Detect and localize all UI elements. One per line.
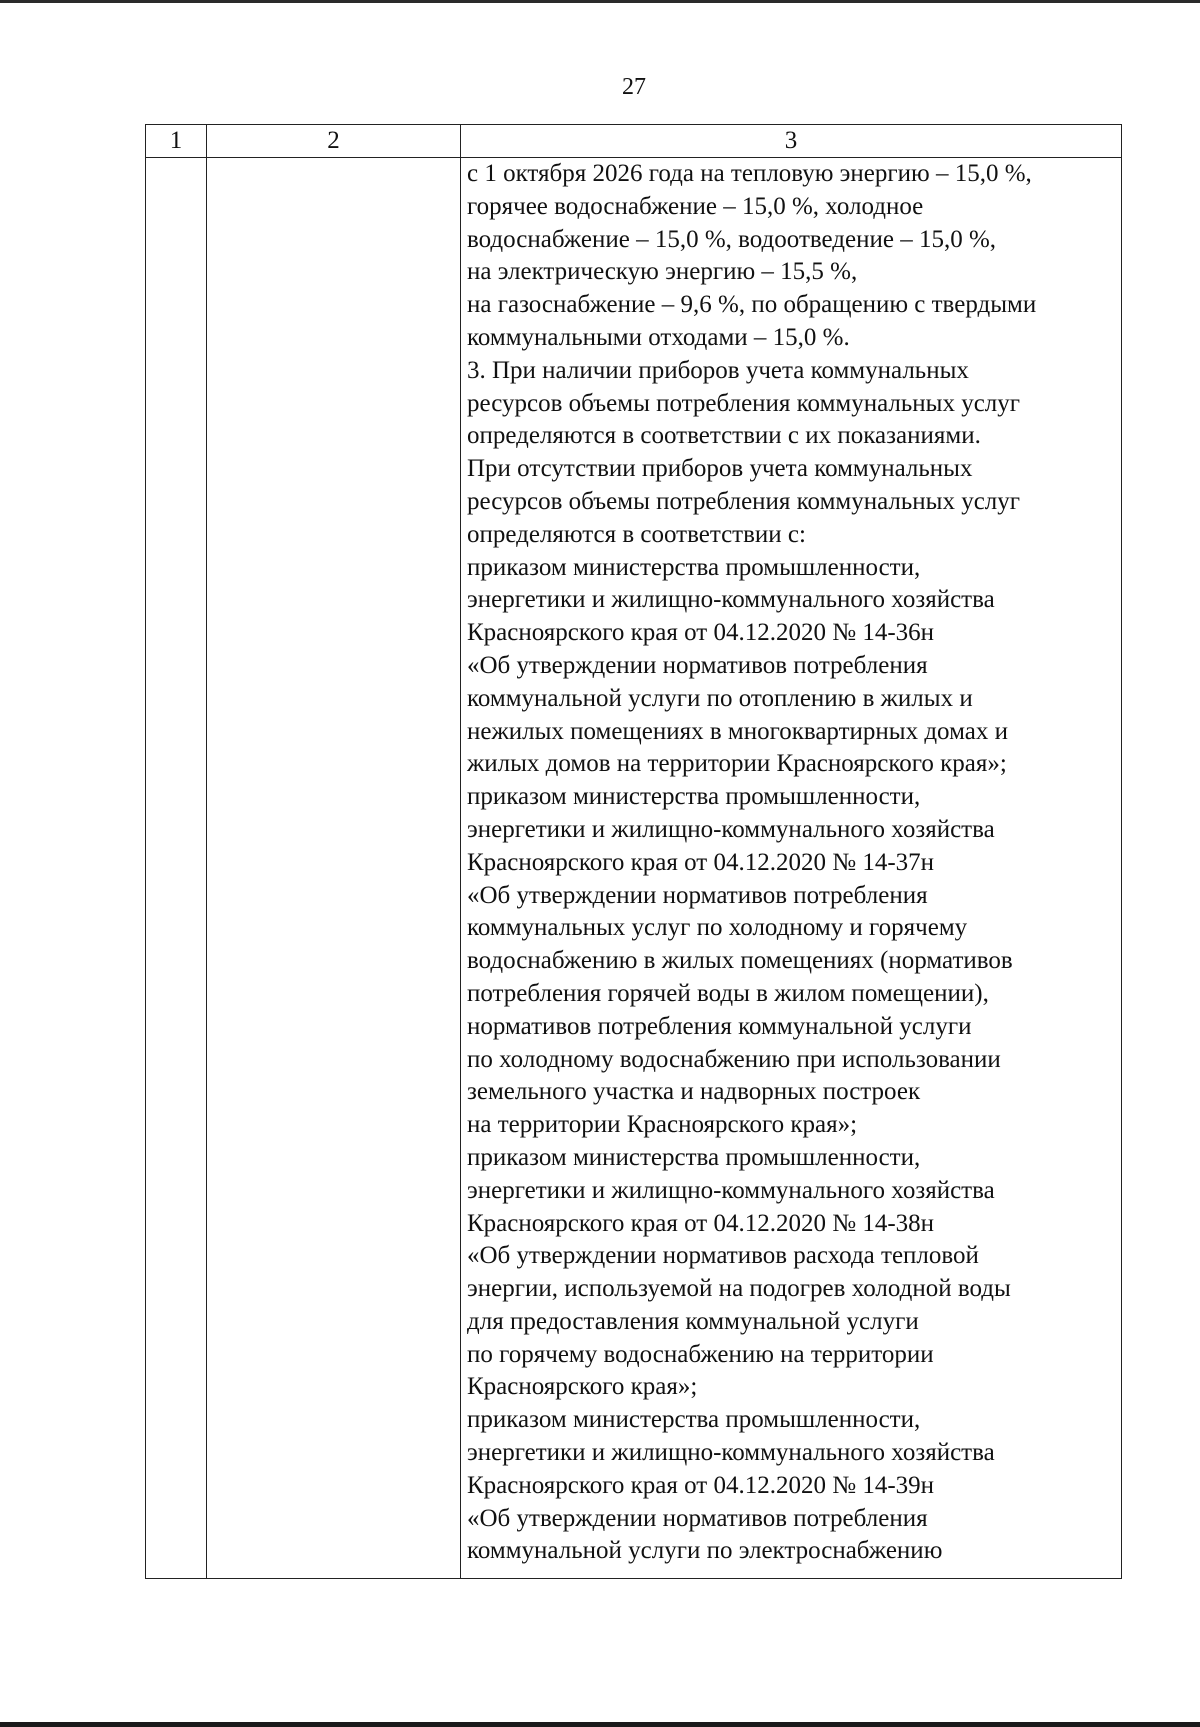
text-line: энергетики и жилищно-коммунального хозяйства <box>467 815 995 843</box>
text-line: водоснабжению в жилых помещениях (нормативов <box>467 947 1013 975</box>
text-line: на газоснабжение – 9,6 %, по обращению с твердыми <box>467 291 1037 319</box>
text-line: приказом министерства промышленности, <box>467 553 921 581</box>
cell-col2 <box>207 158 461 1579</box>
text-line: ресурсов объемы потребления коммунальных услуг <box>467 487 1021 515</box>
text-line: энергетики и жилищно-коммунального хозяйства <box>467 1176 995 1204</box>
text-line: горячее водоснабжение – 15,0 %, холодное <box>467 192 924 220</box>
cell-col3-text <box>461 158 1121 1568</box>
text-line: «Об утверждении нормативов потребления <box>467 1504 928 1532</box>
text-line: «Об утверждении нормативов потребления <box>467 881 928 909</box>
text-line: по холодному водоснабжению при использовании <box>467 1045 1001 1073</box>
page-number: 27 <box>622 74 646 100</box>
text-line: Красноярского края от 04.12.2020 № 14-36н <box>467 619 935 647</box>
text-line: Красноярского края от 04.12.2020 № 14-37н <box>467 848 935 876</box>
text-line: Красноярского края от 04.12.2020 № 14-39н <box>467 1471 935 1499</box>
scan-edge-top <box>0 0 1200 3</box>
text-line: Красноярского края от 04.12.2020 № 14-38н <box>467 1209 935 1237</box>
text-line: определяются в соответствии с их показаниями. <box>467 422 981 450</box>
text-line: приказом министерства промышленности, <box>467 1143 921 1171</box>
text-line: ресурсов объемы потребления коммунальных услуг <box>467 389 1021 417</box>
text-line: на территории Красноярского края»; <box>467 1111 858 1139</box>
text-line: определяются в соответствии с: <box>467 520 806 548</box>
text-line: приказом министерства промышленности, <box>467 1406 921 1434</box>
text-line: по горячему водоснабжению на территории <box>467 1340 934 1368</box>
text-line: нормативов потребления коммунальной услуги <box>467 1012 972 1040</box>
text-line: жилых домов на территории Красноярского края»; <box>467 750 1007 778</box>
text-line: энергии, используемой на подогрев холодной воды <box>467 1275 1011 1303</box>
text-line: «Об утверждении нормативов потребления <box>467 651 928 679</box>
text-line: коммунальной услуги по электроснабжению <box>467 1537 943 1565</box>
cell-col3 <box>461 158 1122 1579</box>
text-line: земельного участка и надворных построек <box>467 1078 921 1106</box>
text-line: энергетики и жилищно-коммунального хозяйства <box>467 1439 995 1467</box>
column-header-3: 3 <box>461 125 1122 158</box>
text-line: «Об утверждении нормативов расхода тепловой <box>467 1242 979 1270</box>
text-line: на электрическую энергию – 15,5 %, <box>467 258 858 286</box>
document-table <box>145 124 1122 1579</box>
table-row <box>146 158 1122 1579</box>
text-line: с 1 октября 2026 года на тепловую энергию – 15,0 %, <box>467 160 1032 187</box>
text-line: для предоставления коммунальной услуги <box>467 1307 919 1335</box>
text-line: водоснабжение – 15,0 %, водоотведение – 15,0 %, <box>467 225 997 253</box>
text-line: коммунальной услуги по отоплению в жилых и <box>467 684 973 712</box>
text-line: При отсутствии приборов учета коммунальных <box>467 455 973 483</box>
text-line: потребления горячей воды в жилом помещении), <box>467 979 989 1007</box>
column-header-2: 2 <box>207 125 461 158</box>
text-line: коммунальных услуг по холодному и горячему <box>467 914 968 942</box>
scan-edge-bottom <box>0 1722 1200 1727</box>
column-header-1: 1 <box>146 125 207 158</box>
text-line: 3. При наличии приборов учета коммунальных <box>467 356 969 384</box>
text-line: приказом министерства промышленности, <box>467 783 921 811</box>
text-line: коммунальными отходами – 15,0 %. <box>467 323 850 351</box>
table-header-row <box>146 125 1122 158</box>
cell-col1 <box>146 158 207 1579</box>
text-line: нежилых помещениях в многоквартирных домах и <box>467 717 1008 745</box>
text-line: энергетики и жилищно-коммунального хозяйства <box>467 586 995 614</box>
text-line: Красноярского края»; <box>467 1373 698 1401</box>
